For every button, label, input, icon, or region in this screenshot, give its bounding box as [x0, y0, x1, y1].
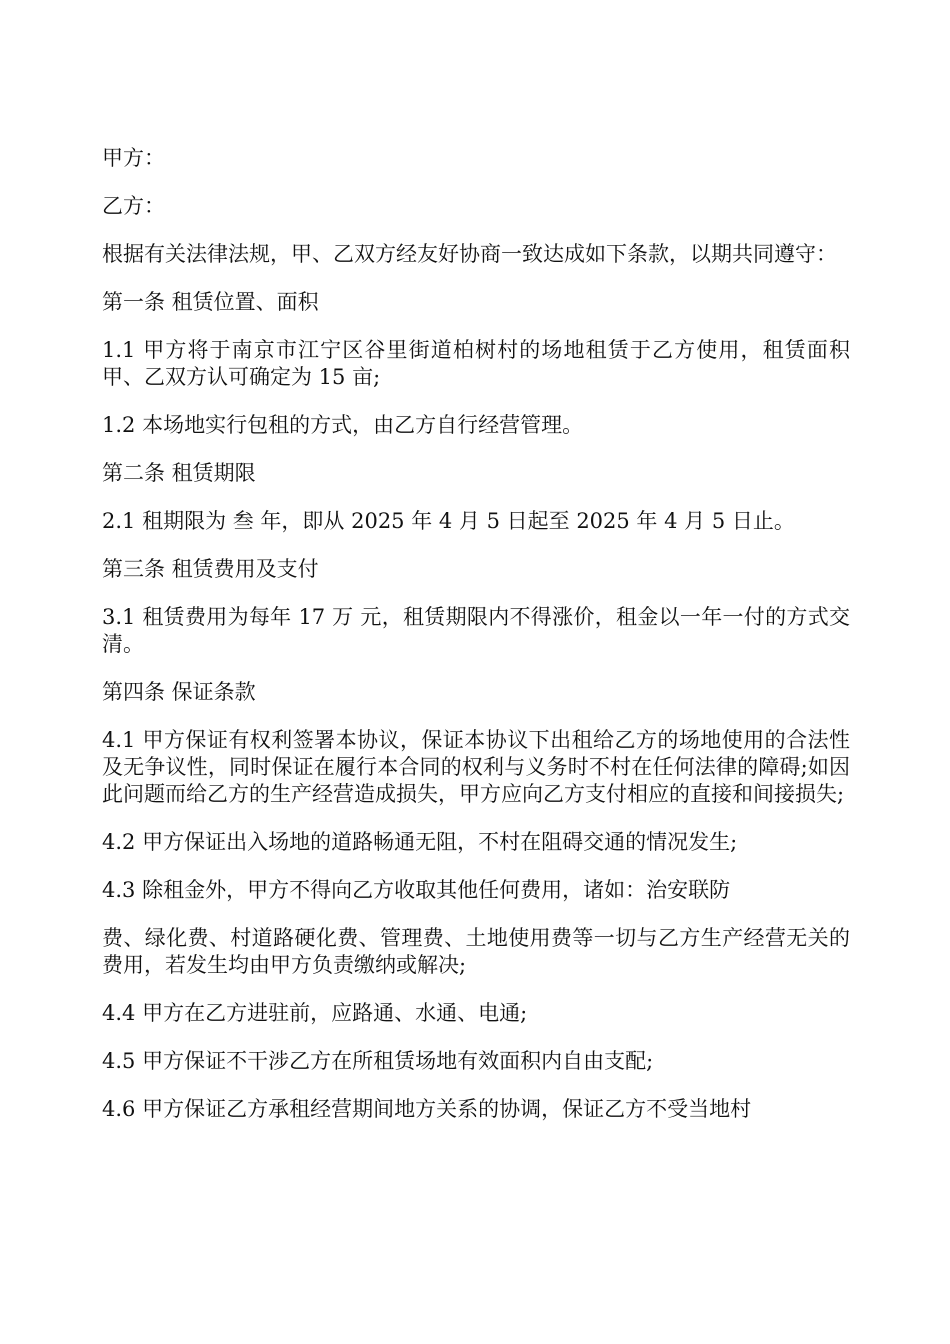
clause-1-1: 1.1 甲方将于南京市江宁区谷里街道柏树村的场地租赁于乙方使用，租赁面积甲、乙双方认可确定为 15 亩;	[102, 338, 850, 389]
clause-4-3: 4.3 除租金外，甲方不得向乙方收取其他任何费用，诸如：治安联防	[102, 878, 731, 902]
preamble: 根据有关法律法规，甲、乙双方经友好协商一致达成如下条款，以期共同遵守：	[102, 242, 837, 266]
clause-4-1: 4.1 甲方保证有权利签署本协议，保证本协议下出租给乙方的场地使用的合法性及无争议性，同时保证在履行本合同的权利与义务时不村在任何法律的障碍;如因此问题而给乙方的生产经营造成损失，甲方应向乙方支付相应的直接和间接损失;	[102, 728, 850, 806]
clause-2-1: 2.1 租期限为 叁 年，即从 2025 年 4 月 5 日起至 2025 年 4 月 5 日止。	[102, 509, 795, 533]
article-2-heading: 第二条 租赁期限	[102, 461, 256, 485]
clause-4-2: 4.2 甲方保证出入场地的道路畅通无阻，不村在阻碍交通的情况发生;	[102, 830, 738, 854]
article-1-heading: 第一条 租赁位置、面积	[102, 290, 319, 314]
clause-3-1: 3.1 租赁费用为每年 17 万 元，租赁期限内不得涨价，租金以一年一付的方式交清。	[102, 605, 850, 656]
clause-1-2: 1.2 本场地实行包租的方式，由乙方自行经营管理。	[102, 413, 584, 437]
document-body	[102, 145, 850, 1144]
party-a-line: 甲方：	[102, 146, 165, 170]
article-3-heading: 第三条 租赁费用及支付	[102, 557, 319, 581]
clause-4-4: 4.4 甲方在乙方进驻前，应路通、水通、电通;	[102, 1001, 528, 1025]
clause-4-6: 4.6 甲方保证乙方承租经营期间地方关系的协调，保证乙方不受当地村	[102, 1097, 752, 1121]
article-4-heading: 第四条 保证条款	[102, 680, 256, 704]
clause-4-3-continued: 费、绿化费、村道路硬化费、管理费、土地使用费等一切与乙方生产经营无关的费用，若发生均由甲方负责缴纳或解决;	[102, 926, 850, 977]
party-b-line: 乙方：	[102, 194, 165, 218]
clause-4-5: 4.5 甲方保证不干涉乙方在所租赁场地有效面积内自由支配;	[102, 1049, 654, 1073]
